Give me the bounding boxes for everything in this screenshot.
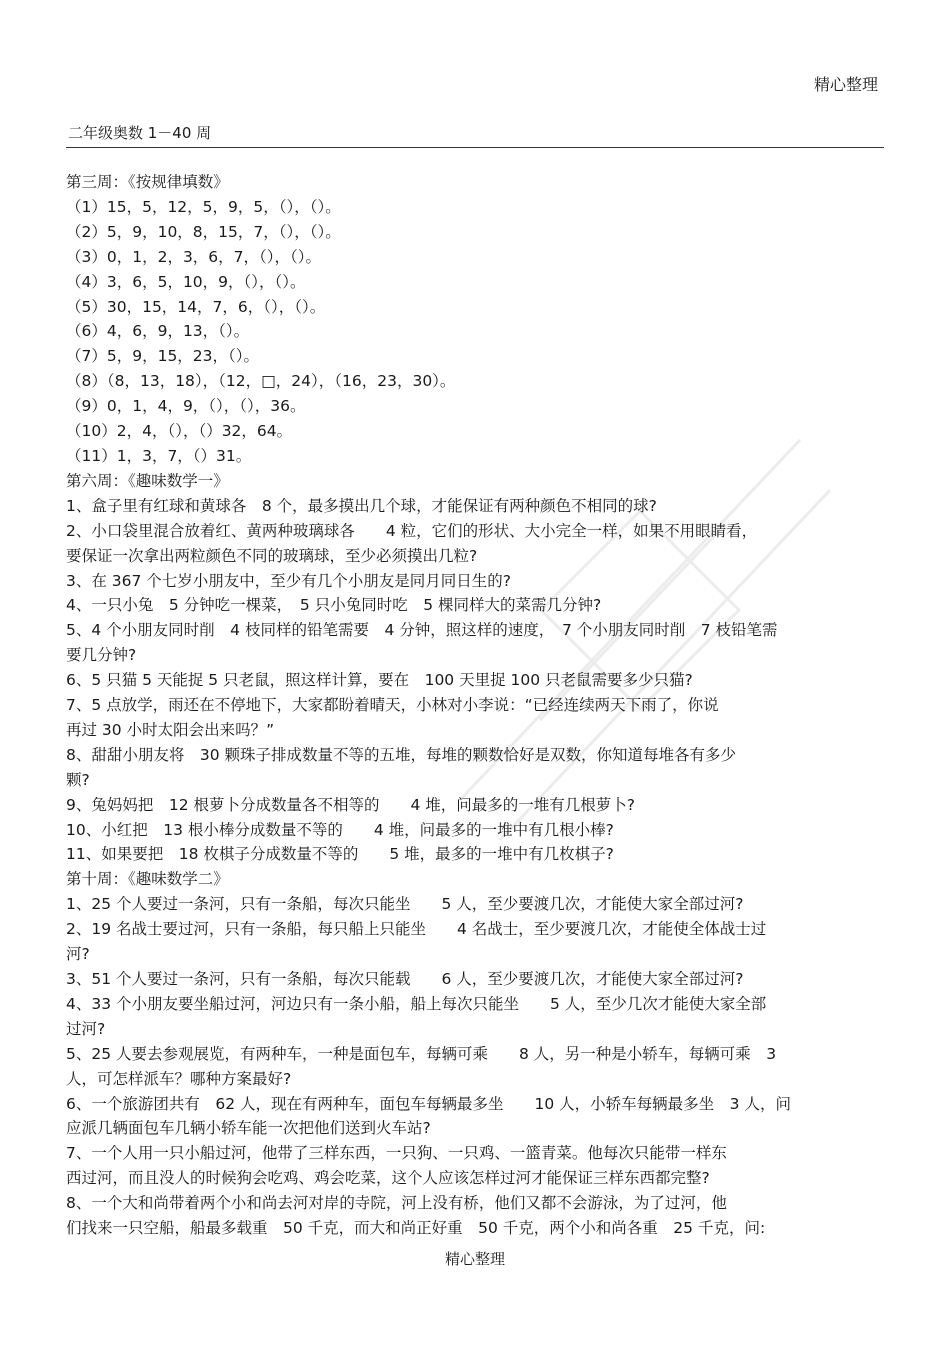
problem-line: 6、5 只猫 5 天能捉 5 只老鼠，照这样计算，要在 100 天里捉 100 只老鼠需要多少只猫?: [66, 671, 693, 690]
document-body: [66, 170, 886, 1241]
problem-line: 再过 30 小时太阳会出来吗？”: [66, 720, 275, 739]
section-title: 第十周：《趣味数学二》: [66, 870, 229, 889]
problem-line: （10）2，4，（），（）32，64。: [66, 422, 293, 441]
section: [66, 170, 886, 469]
problem-line: 过河?: [66, 1019, 106, 1038]
problem-line: 8、一个大和尚带着两个小和尚去河对岸的寺院，河上没有桥，他们又都不会游泳，为了过河，他: [66, 1194, 727, 1213]
problem-line: （11）1，3，7，（）31。: [66, 446, 252, 465]
problem-line: 要保证一次拿出两粒颜色不同的玻璃球，至少必须摸出几粒?: [66, 546, 478, 565]
problem-line: （2）5，9，10，8，15，7，（），（）。: [66, 222, 341, 241]
problem-line: 4、一只小兔 5 分钟吃一棵菜， 5 只小兔同时吃 5 棵同样大的菜需几分钟?: [66, 596, 602, 615]
problem-line: 要几分钟?: [66, 646, 137, 665]
problem-line: 们找来一只空船，船最多载重 50 千克，而大和尚正好重 50 千克，两个小和尚各重 25 千克，问:: [66, 1219, 766, 1238]
problem-line: 河?: [66, 945, 90, 964]
problem-line: 5、25 人要去参观展览，有两种车，一种是面包车，每辆可乘 8 人，另一种是小轿车，每辆可乘 3: [66, 1044, 777, 1063]
problem-line: （4）3，6，5，10，9，（），（）。: [66, 272, 306, 291]
section: [66, 469, 886, 868]
section-title: 第六周：《趣味数学一》: [66, 471, 229, 490]
problem-line: 7、一个人用一只小船过河，他带了三样东西，一只狗、一只鸡、一篮青菜。他每次只能带一样东: [66, 1144, 727, 1163]
problem-line: （5）30，15，14，7，6，（），（）。: [66, 297, 326, 316]
problem-line: 人，可怎样派车？哪种方案最好?: [66, 1069, 292, 1088]
problem-line: （8）（8，13，18），（12，□，24），（16，23，30）。: [66, 372, 456, 391]
problem-line: 1、盒子里有红球和黄球各 8 个，最多摸出几个球，才能保证有两种颜色不相同的球?: [66, 496, 657, 515]
problem-line: 颗?: [66, 770, 90, 789]
problem-line: （6）4，6，9，13，（）。: [66, 322, 250, 341]
header-divider: [66, 147, 884, 148]
problem-line: 2、小口袋里混合放着红、黄两种玻璃球各 4 粒，它们的形状、大小完全一样，如果不用眼睛看，: [66, 521, 758, 540]
problem-line: 3、在 367 个七岁小朋友中，至少有几个小朋友是同月同日生的?: [66, 571, 512, 590]
problem-line: 2、19 名战士要过河，只有一条船，每只船上只能坐 4 名战士，至少要渡几次，才能使全体战士过: [66, 920, 767, 939]
section-title: 第三周：《按规律填数》: [66, 173, 229, 191]
page-footer-label: 精心整理: [444, 1250, 505, 1268]
problem-line: 7、5 点放学，雨还在不停地下，大家都盼着晴天，小林对小李说：“已经连续两天下雨了，你说: [66, 696, 719, 715]
problem-line: 6、一个旅游团共有 62 人，现在有两种车，面包车每辆最多坐 10 人，小轿车每辆最多坐 3 人，问: [66, 1094, 791, 1113]
problem-line: 3、51 个人要过一条河，只有一条船，每次只能载 6 人，至少要渡几次，才能使大家全部过河?: [66, 970, 744, 988]
problem-line: 应派几辆面包车几辆小轿车能一次把他们送到火车站?: [66, 1119, 431, 1138]
problem-line: （9）0，1，4，9，（），（），36。: [66, 397, 306, 416]
problem-line: 11、如果要把 18 枚棋子分成数量不等的 5 堆，最多的一堆中有几枚棋子?: [66, 845, 614, 864]
problem-line: （1）15，5，12，5，9，5，（），（）。: [66, 197, 341, 216]
problem-line: （7）5，9，15，23，（）。: [66, 347, 260, 366]
page-header-label: 精心整理: [813, 75, 878, 94]
problem-line: （3）0，1，2，3，6，7，（），（）。: [66, 247, 322, 266]
problem-line: 9、兔妈妈把 12 根萝卜分成数量各不相等的 4 堆，问最多的一堆有几根萝卜?: [66, 795, 636, 814]
problem-line: 1、25 个人要过一条河，只有一条船，每次只能坐 5 人，至少要渡几次，才能使大家全部过河?: [66, 895, 744, 914]
problem-line: 西过河，而且没人的时候狗会吃鸡、鸡会吃菜，这个人应该怎样过河才能保证三样东西都完整?: [66, 1169, 710, 1188]
problem-line: 10、小红把 13 根小棒分成数量不等的 4 堆，问最多的一堆中有几根小棒?: [66, 820, 614, 839]
problem-line: 8、甜甜小朋友将 30 颗珠子排成数量不等的五堆，每堆的颗数恰好是双数，你知道每堆各有多少: [66, 745, 737, 764]
section: [66, 867, 886, 1241]
problem-line: 4、33 个小朋友要坐船过河，河边只有一条小船，船上每次只能坐 5 人，至少几次才能使大家全部: [66, 994, 767, 1013]
document-title: 二年级奥数 1－40 周: [68, 124, 212, 142]
problem-line: 5、4 个小朋友同时削 4 枝同样的铅笔需要 4 分钟，照这样的速度， 7 个小朋友同时削 7 枝铅笔需: [66, 621, 778, 640]
